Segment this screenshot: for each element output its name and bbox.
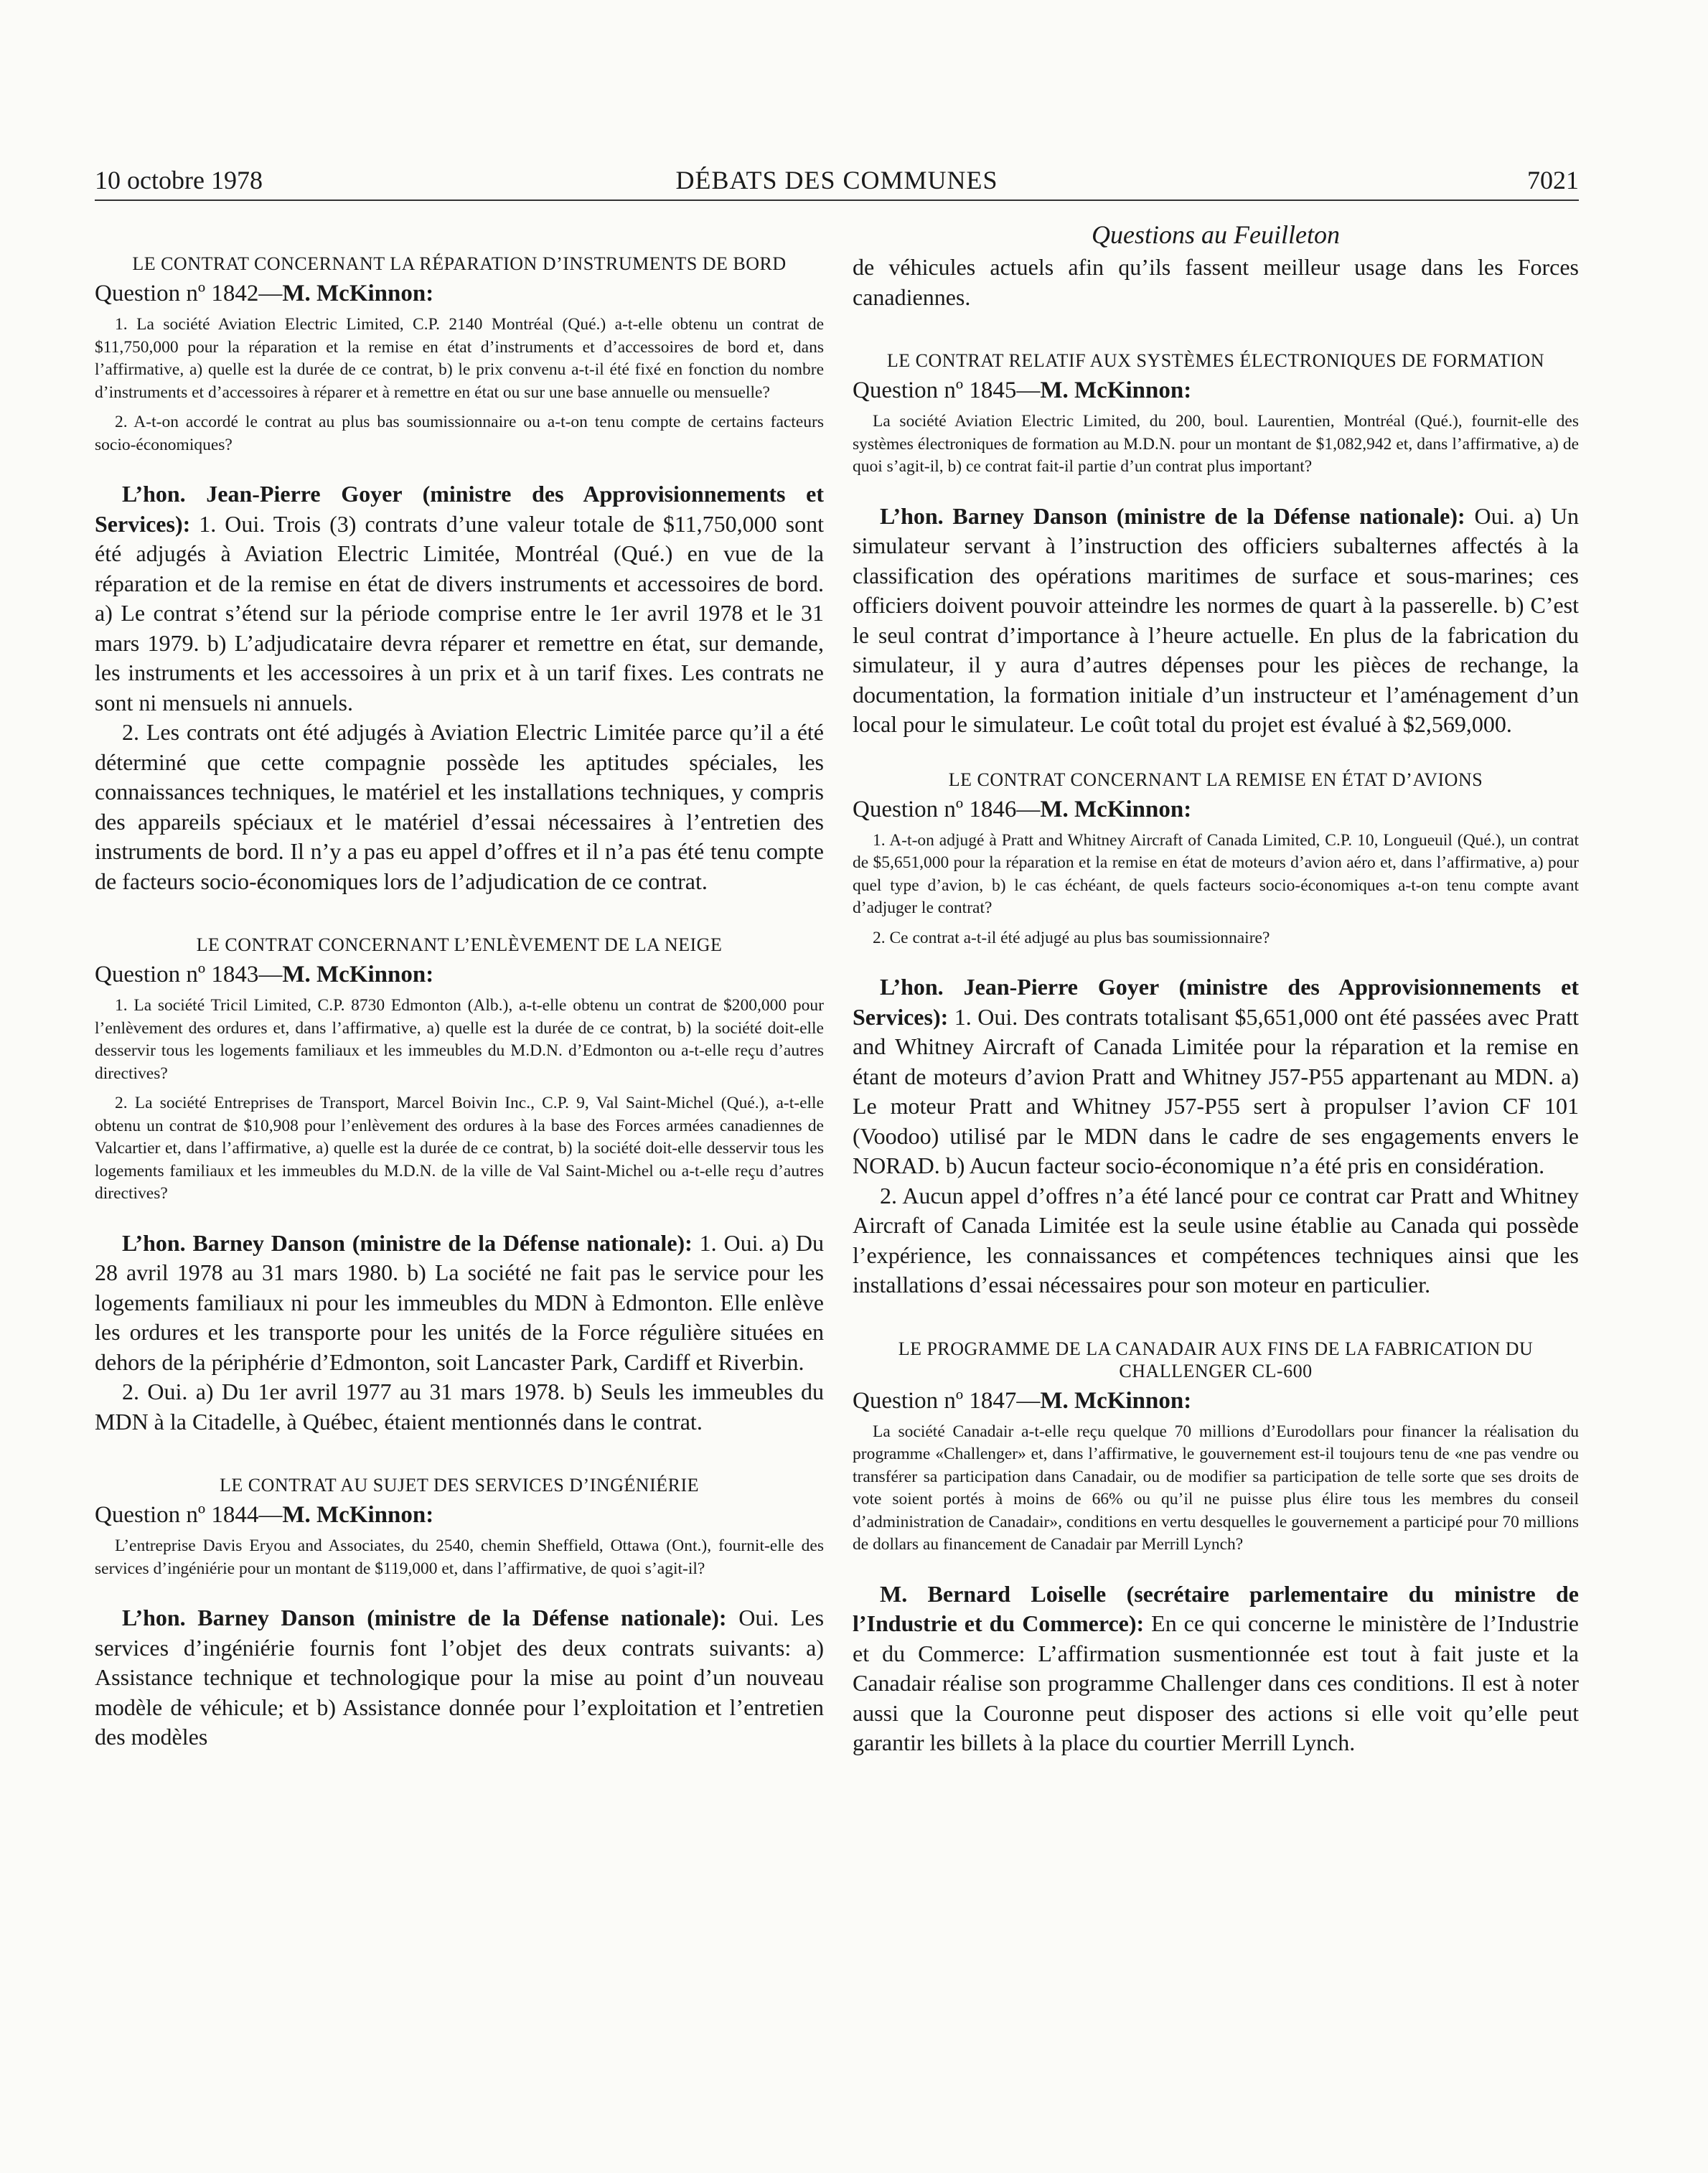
question-line: Question nº 1847—M. McKinnon:: [853, 1387, 1192, 1414]
right-column: [853, 253, 1579, 1758]
question-text: 2. La société Entreprises de Transport, Marcel Boivin Inc., C.P. 9, Val Saint-Michel (Qué.), a-t-elle obtenu un contrat de $10,908 pour l’enlèvement des ordures à la base des Forces armées canadiennes de Valcartier et, dans l’affirmative, a) quelle est la durée de ce contrat, b) la société doit-elle desservir tous les logements familiaux et les immeubles du M.D.N. de la ville de Val Saint-Michel ou a-t-elle reçu d’autres directives?: [95, 1094, 824, 1203]
header-date: 10 octobre 1978: [95, 166, 263, 194]
section-heading: LE CONTRAT CONCERNANT L’ENLÈVEMENT DE LA NEIGE: [196, 934, 723, 955]
answer-paragraph: 2. Aucun appel d’offres n’a été lancé pour ce contrat car Pratt and Whitney Aircraft of Canada Limitée est la seule usine établie au Canada qui possède l’expérience, les connaissances et compétences techniques ainsi que les installations d’essai nécessaires pour son moteur en particulier.: [853, 1182, 1579, 1297]
answer-paragraph: 2. Oui. a) Du 1er avril 1977 au 31 mars 1978. b) Seuls les immeubles du MDN à la Citadelle, à Québec, étaient mentionnés dans le contrat.: [95, 1379, 824, 1435]
question-text: 2. A-t-on accordé le contrat au plus bas soumissionnaire ou a-t-on tenu compte de certains facteurs socio-économiques?: [95, 413, 824, 454]
continuation-paragraph: de véhicules actuels afin qu’ils fassent meilleur usage dans les Forces canadiennes.: [853, 254, 1579, 310]
answer-paragraph: L’hon. Barney Danson (ministre de la Défense nationale): Oui. a) Un simulateur servant à l’instruction des officiers subalternes affectés à la classification des opérations maritimes de surface et sous-marines; ces officiers doivent pouvoir atteindre les normes de quart à la passerelle. b) C’est le seul contrat d’importance à l’heure actuelle. En plus de la fabrication du simulateur, il y aura d’autres dépenses pour les pièces de rechange, la documentation, la formation initiale d’un instructeur et l’aménagement d’un local pour le simulateur. Le coût total du projet est évalué à $2,569,000.: [853, 502, 1580, 737]
section-heading: LE CONTRAT CONCERNANT LA REMISE EN ÉTAT D’AVIONS: [948, 769, 1483, 790]
question-text: 1. La société Tricil Limited, C.P. 8730 Edmonton (Alb.), a-t-elle obtenu un contrat de $200,000 pour l’enlèvement des ordures et, dans l’affirmative, a) quelle est la durée de ce contrat, b) la société doit-elle desservir tous les logements familiaux et les immeubles du M.D.N. d’Edmonton ou a-t-elle reçu d’autres directives?: [95, 996, 824, 1083]
question-line: Question nº 1844—M. McKinnon:: [95, 1502, 434, 1528]
speaker-name: M. Bernard Loiselle (secrétaire parlementaire du ministre de l’Industrie et du Commerce):: [853, 1580, 1579, 1636]
answer-paragraph: L’hon. Jean-Pierre Goyer (ministre des Approvisionnements et Services): 1. Oui. Des contrats totalisant $5,651,000 ont été passées avec Pratt and Whitney Aircraft of Canada Limitée pour la réparation et la remise en étant de moteurs d’avion Pratt and Whitney J57-P55 appartenant au MDN. a) Le moteur Pratt and Whitney J57-P55 sert à propulser l’avion CF 101 (Voodoo) utilisé par le MDN dans le cadre de ses engagements envers le NORAD. b) Aucun facteur socio-économique n’a été pris en considération.: [853, 974, 1579, 1178]
question-text: La société Canadair a-t-elle reçu quelque 70 millions d’Eurodollars pour financer la réalisation du programme «Challenger» et, dans l’affirmative, le gouvernement est-il toujours tenu de «ne pas vendre ou transférer sa participation dans Canadair, ou de modifier sa participation de telle sorte que ses droits de vote soient portés à moins de 66% ou qu’il ne puisse plus élire tous les membres du conseil d’administration de Canadair», conditions en vertu desquelles le gouvernement a participé pour 70 millions de dollars au financement de Canadair par Merrill Lynch?: [853, 1422, 1579, 1554]
answer-paragraph: 2. Les contrats ont été adjugés à Aviation Electric Limitée parce qu’il a été déterminé que cette compagnie possède les aptitudes spéciales, les connaissances techniques, le matériel et les installations techniques, y compris des appareils spéciaux et le matériel d’essai nécessaires à l’entretien des instruments de bord. Il n’y a pas eu appel d’offres et il n’a pas été tenu compte de facteurs socio-économiques lors de l’adjudication de ce contrat.: [95, 719, 824, 894]
running-header: [95, 164, 1579, 201]
question-line: Question nº 1843—M. McKinnon:: [95, 962, 434, 987]
answer-paragraph: M. Bernard Loiselle (secrétaire parlementaire du ministre de l’Industrie et du Commerce): En ce qui concerne le ministère de l’Industrie et du Commerce: L’affirmation susmentionnée est tout à fait juste et la Canadair réalise son programme Challenger dans ces conditions. Il est à noter aussi que la Couronne peut disposer des actions si elle voit qu’elle peut garantir les billets à la place du courtier Merrill Lynch.: [853, 1580, 1580, 1755]
speaker-name: L’hon. Barney Danson (ministre de la Défense nationale):: [122, 1229, 693, 1256]
speaker-name: L’hon. Barney Danson (ministre de la Défense nationale):: [122, 1605, 727, 1630]
answer-paragraph: L’hon. Jean-Pierre Goyer (ministre des Approvisionnements et Services): 1. Oui. Trois (3) contrats d’une valeur totale de $11,750,000 sont été adjugés à Aviation Electric Limitée, Montréal (Qué.) en vue de la réparation et de la remise en état de divers instruments et accessoires de bord. a) Le contrat s’étend sur la période comprise entre le 1er avril 1978 et le 31 mars 1979. b) L’adjudicataire devra réparer et remettre en état, sur demande, les instruments et les accessoires à un prix et à un tarif fixes. Les contrats ne sont ni mensuels ni annuels.: [95, 481, 825, 715]
question-text: La société Aviation Electric Limited, du 200, boul. Laurentien, Montréal (Qué.), fournit-elle des systèmes électroniques de formation au M.D.N. pour un montant de $1,082,942 et, dans l’affirmative, a) de quoi s’agit-il, b) ce contrat fait-il partie d’un contrat plus important?: [853, 412, 1579, 476]
section-label: Questions au Feuilleton: [1092, 220, 1340, 249]
question-text: 1. La société Aviation Electric Limited, C.P. 2140 Montréal (Qué.) a-t-elle obtenu un contrat de $11,750,000 pour la réparation et la remise en état d’instruments et d’accessoires de bord et, dans l’affirmative, a) quelle est la durée de ce contrat, b) le prix convenu a-t-il été fixé en fonction du nombre d’instruments et d’accessoires à réparer et à remettre en état ou sur une base annuelle ou mensuelle?: [95, 315, 824, 402]
question-text: L’entreprise Davis Eryou and Associates, du 2540, chemin Sheffield, Ottawa (Ont.), fournit-elle des services d’ingéniérie pour un montant de $119,000 et, dans l’affirmative, de quoi s’agit-il?: [95, 1536, 824, 1578]
section-heading: LE CONTRAT AU SUJET DES SERVICES D’INGÉNIÉRIE: [219, 1475, 700, 1496]
section-heading: LE PROGRAMME DE LA CANADAIR AUX FINS DE LA FABRICATION DU CHALLENGER CL-600: [898, 1338, 1534, 1381]
question-line: Question nº 1846—M. McKinnon:: [853, 796, 1192, 822]
page-number: 7021: [1527, 166, 1579, 194]
speaker-name: L’hon. Jean-Pierre Goyer (ministre des Approvisionnements et Services):: [853, 974, 1579, 1030]
answer-paragraph: L’hon. Barney Danson (ministre de la Défense nationale): Oui. Les services d’ingéniérie fournis font l’objet des deux contrats suivants: a) Assistance technique et technologique pour la mise au point d’un nouveau modèle de véhicule; et b) Assistance donnée pour l’exploitation et l’entretien des modèles: [95, 1605, 825, 1750]
left-column: [95, 253, 824, 1752]
header-title: DÉBATS DES COMMUNES: [675, 166, 998, 194]
question-line: Question nº 1845—M. McKinnon:: [853, 377, 1192, 403]
speaker-name: L’hon. Jean-Pierre Goyer (ministre des Approvisionnements et Services):: [95, 481, 824, 537]
question-text: 2. Ce contrat a-t-il été adjugé au plus bas soumissionnaire?: [873, 928, 1270, 947]
section-heading: LE CONTRAT CONCERNANT LA RÉPARATION D’INSTRUMENTS DE BORD: [132, 253, 787, 274]
section-heading: LE CONTRAT RELATIF AUX SYSTÈMES ÉLECTRONIQUES DE FORMATION: [886, 350, 1545, 371]
question-text: 1. A-t-on adjugé à Pratt and Whitney Aircraft of Canada Limited, C.P. 10, Longueuil (Qué.), un contrat de $5,651,000 pour la réparation et la remise en état de moteurs d’avion aéro et, dans l’affirmative, a) pour quel type d’avion, b) le cas échéant, de quels facteurs socio-économiques a-t-on tenu compte avant d’adjuger le contrat?: [853, 830, 1579, 917]
answer-paragraph: L’hon. Barney Danson (ministre de la Défense nationale): 1. Oui. a) Du 28 avril 1978 au 31 mars 1980. b) La société ne fait pas le service pour les logements familiaux ni pour les immeubles du MDN à Edmonton. Elle enlève les ordures et les transporte pour les unités de la Force régulière situées en dehors de la périphérie d’Edmonton, soit Lancaster Park, Cardiff et Riverbin.: [95, 1229, 825, 1375]
speaker-name: L’hon. Barney Danson (ministre de la Défense nationale):: [880, 502, 1465, 529]
question-line: Question nº 1842—M. McKinnon:: [95, 281, 434, 306]
